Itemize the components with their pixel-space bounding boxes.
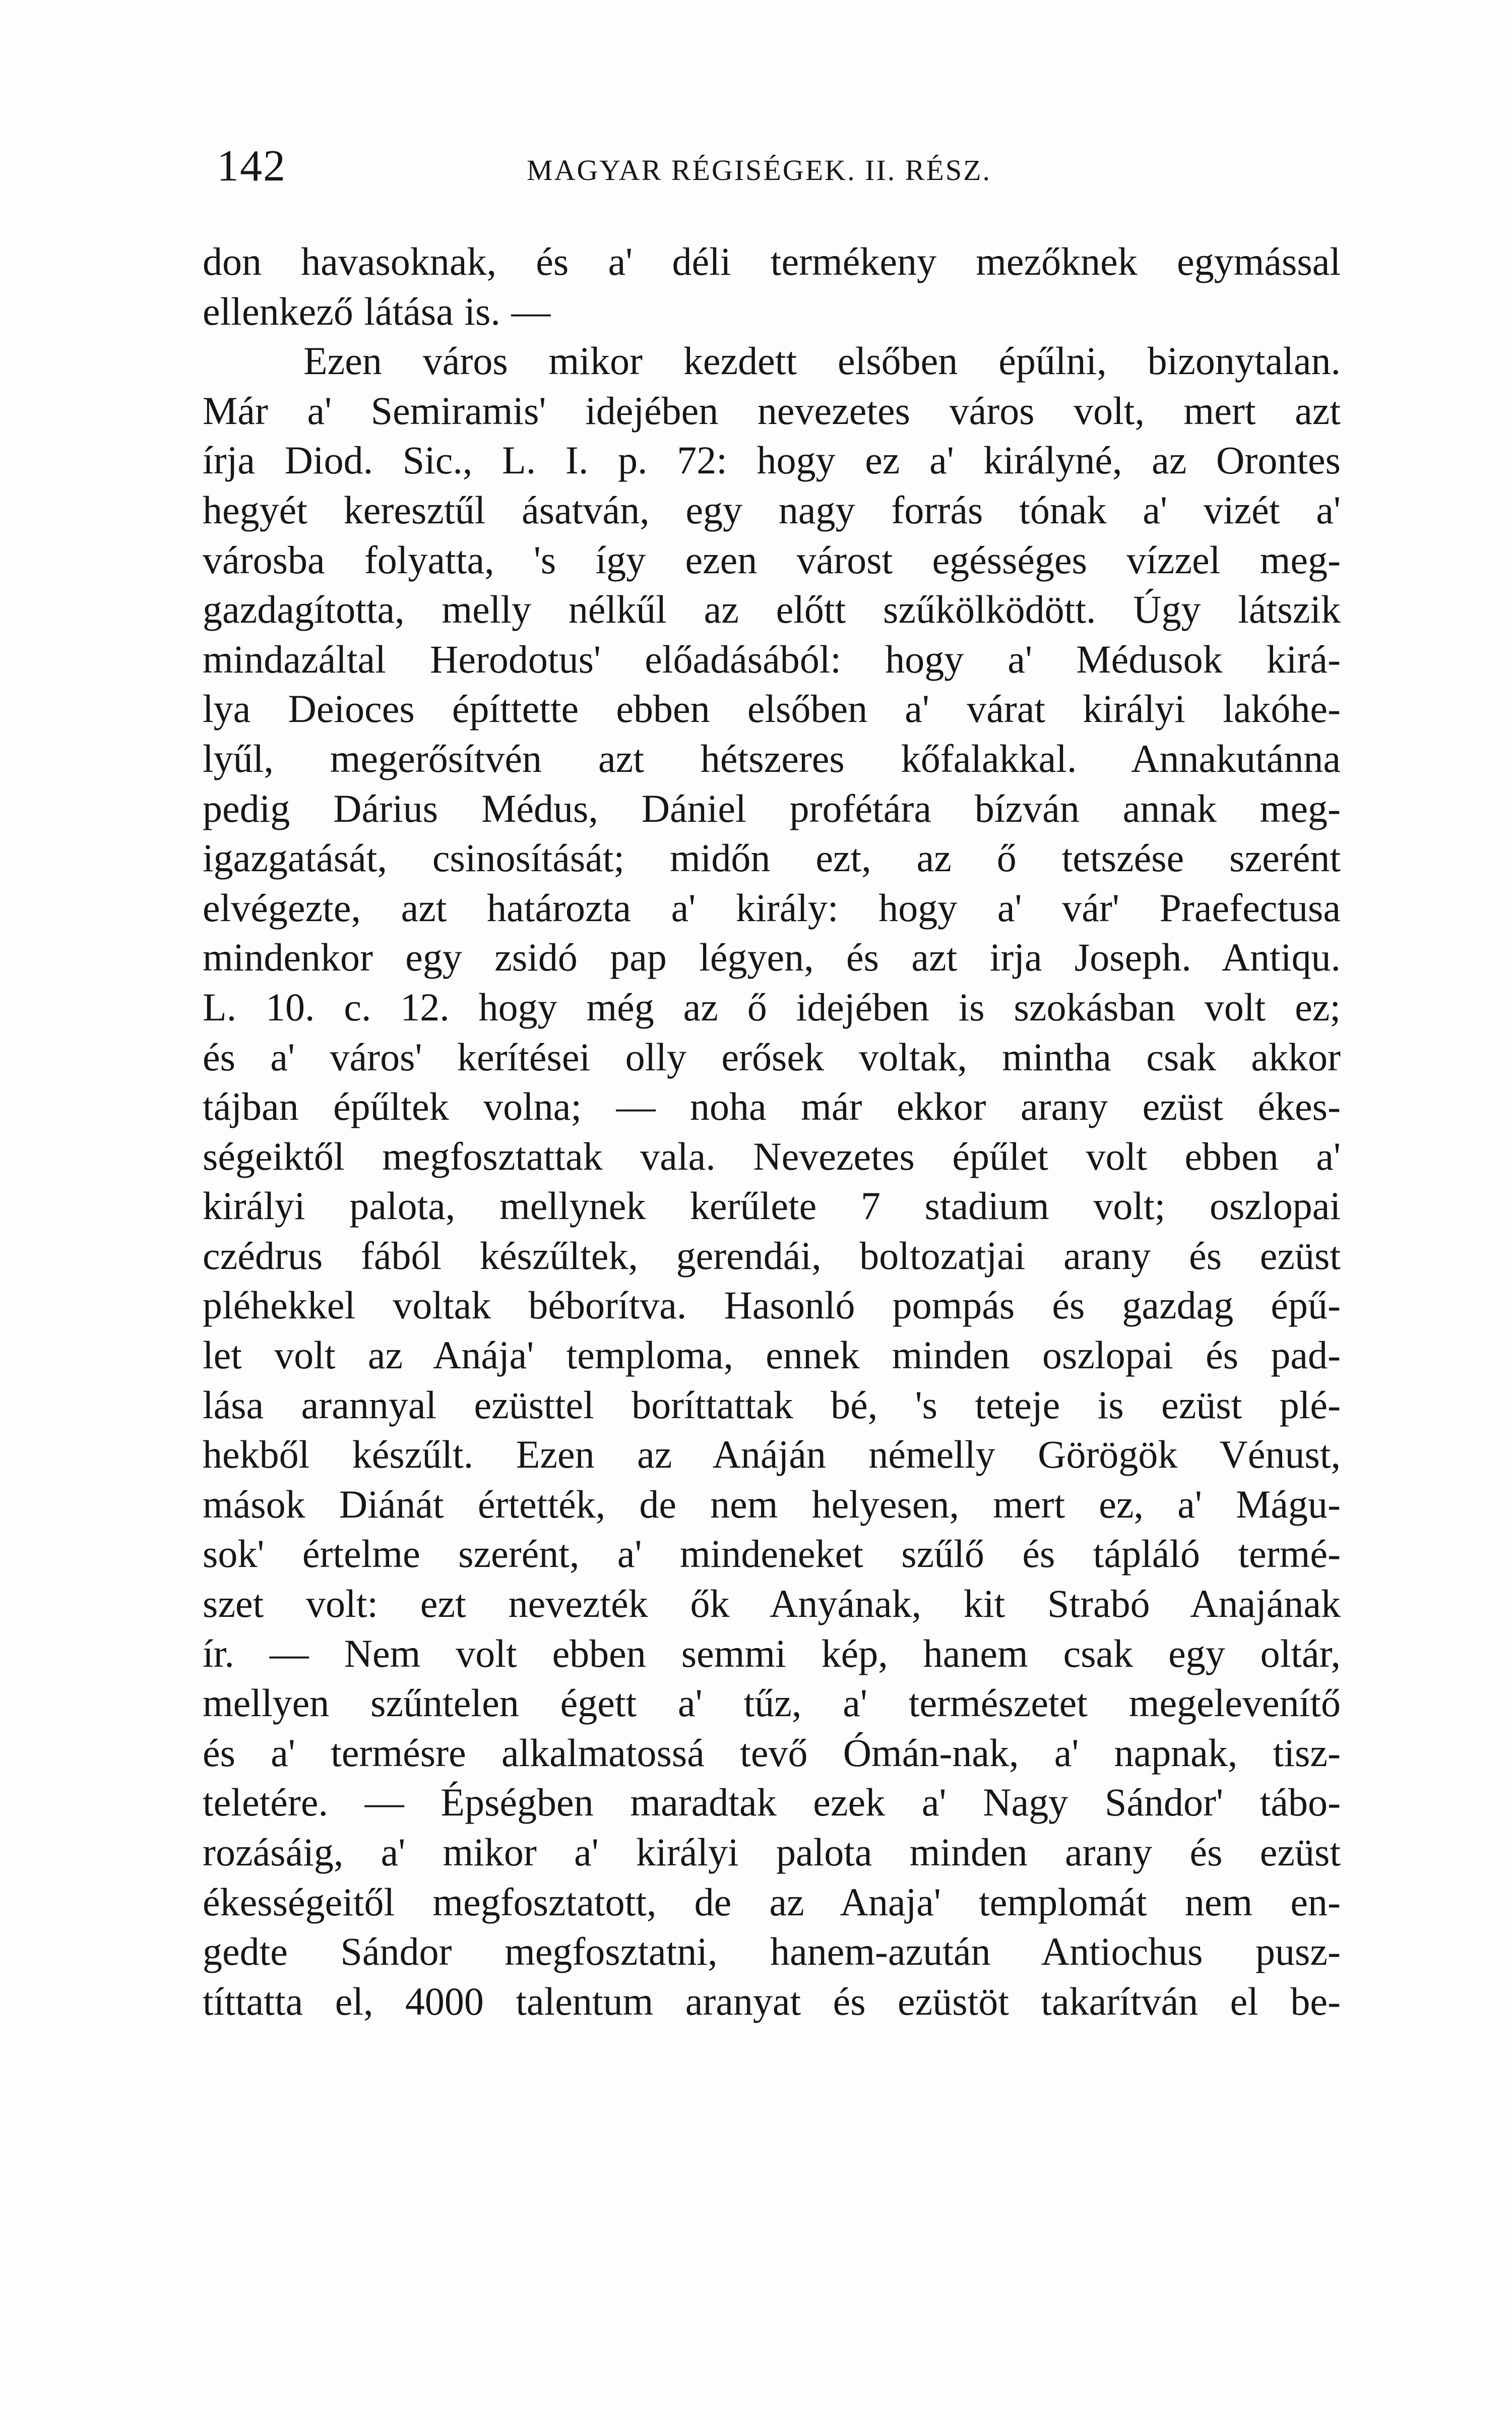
text-line: ír. — Nem volt ebben semmi kép, hanem csak egy oltár, [203,1631,1341,1675]
text-line: ségeiktől megfosztattak vala. Nevezetes épűlet volt ebben a' [203,1134,1341,1178]
text-line: rozásáig, a' mikor a' királyi palota minden arany és ezüst [203,1830,1341,1874]
text-line: mellyen szűntelen égett a' tűz, a' természetet megelevenítő [203,1681,1341,1725]
text-line: mindenkor egy zsidó pap légyen, és azt irja Joseph. Antiqu. [203,935,1341,980]
text-line: Ezen város mikor kezdett elsőben épűlni, bizonytalan. [303,339,1341,383]
text-line: lása arannyal ezüsttel boríttattak bé, 's teteje is ezüst plé- [203,1382,1341,1427]
text-line: L. 10. c. 12. hogy még az ő idejében is szokásban volt ez; [203,985,1341,1029]
text-line: pléhekkel voltak béborítva. Hasonló pompás és gazdag épű- [203,1283,1341,1327]
text-line: elvégezte, azt határozta a' király: hogy a' vár' Praefectusa [203,885,1341,930]
text-line: és a' termésre alkalmatossá tevő Ómán-nak, a' napnak, tisz- [203,1730,1341,1775]
text-line: mások Diánát értették, de nem helyesen, mert ez, a' Mágu- [203,1482,1341,1526]
page-header [217,141,1341,192]
body-text [203,237,1341,2026]
text-line: lyűl, megerősítvén azt hétszeres kőfalakkal. Annakutánna [203,736,1341,780]
text-line: szet volt: ezt nevezték ők Anyának, kit Strabó Anajának [203,1582,1341,1626]
text-line: pedig Dárius Médus, Dániel profétára bízván annak meg- [203,786,1341,830]
text-line: hegyét keresztűl ásatván, egy nagy forrás tónak a' vizét a' [203,488,1341,532]
text-line: don havasoknak, és a' déli termékeny mezőknek egymással [203,239,1341,283]
text-line: mindazáltal Herodotus' előadásából: hogy a' Médusok kirá- [203,637,1341,681]
text-line: lya Deioces építtette ebben elsőben a' várat királyi lakóhe- [203,687,1341,731]
text-line: czédrus fából készűltek, gerendái, boltozatjai arany és ezüst [203,1233,1341,1278]
text-line: títtatta el, 4000 talentum aranyat és ezüstöt takarítván el be- [203,1979,1341,2023]
text-line: igazgatását, csinosítását; midőn ezt, az ő tetszése szerént [203,836,1341,880]
text-line: királyi palota, mellynek kerűlete 7 stadium volt; oszlopai [203,1184,1341,1228]
text-line: ellenkező látása is. — [203,289,551,333]
text-line: sok' értelme szerént, a' mindeneket szűlő és tápláló termé- [203,1532,1341,1576]
text-line: és a' város' kerítései olly erősek voltak, mintha csak akkor [203,1035,1341,1079]
text-line: tájban épűltek volna; — noha már ekkor arany ezüst ékes- [203,1084,1341,1129]
text-line: hekből készűlt. Ezen az Anáján némelly Görögök Vénust, [203,1432,1341,1477]
text-line: ékességeitől megfosztatott, de az Anaja' templomát nem en- [203,1880,1341,1924]
text-line: gazdagította, melly nélkűl az előtt szűkölködött. Úgy látszik [203,587,1341,632]
text-line: gedte Sándor megfosztatni, hanem-azután Antiochus pusz- [203,1929,1341,1974]
running-title: MAGYAR RÉGISÉGEK. II. RÉSZ. [527,154,991,187]
text-line: Már a' Semiramis' idejében nevezetes város volt, mert azt [203,388,1341,433]
text-line: let volt az Anája' temploma, ennek minden oszlopai és pad- [203,1333,1341,1377]
text-line: városba folyatta, 's így ezen várost egésséges vízzel meg- [203,537,1341,582]
text-line: írja Diod. Sic., L. I. p. 72: hogy ez a' királyné, az Orontes [203,438,1341,482]
page-number: 142 [217,142,286,191]
text-line: teletére. — Épségben maradtak ezek a' Nagy Sándor' tábo- [203,1780,1341,1825]
